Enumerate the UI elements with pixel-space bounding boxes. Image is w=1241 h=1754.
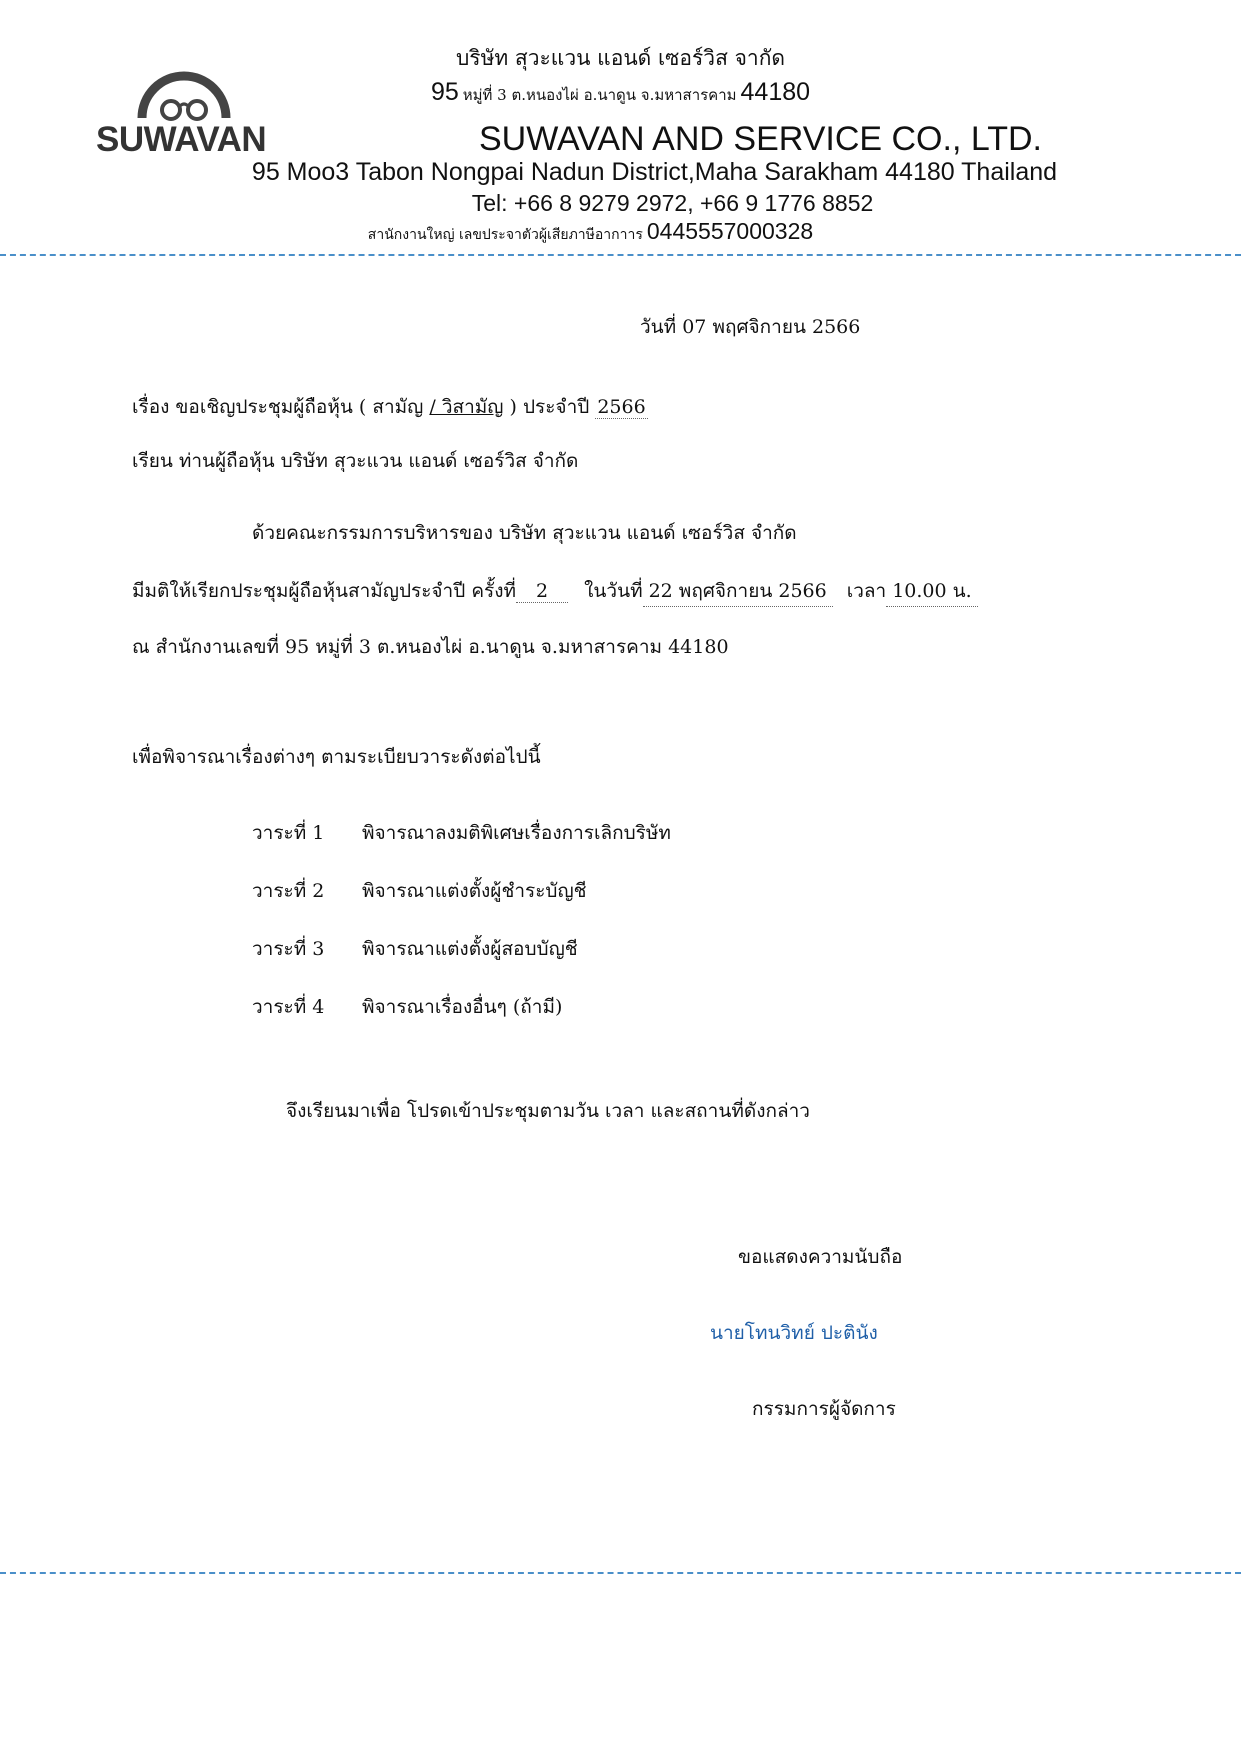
resolution-text-1: มีมติให้เรียกประชุมผู้ถือหุ้นสามัญประจำปี ครั้งที่ (132, 580, 517, 602)
resolution-text-2: ในวันที่ (584, 580, 643, 602)
meeting-date: 22 พฤศจิกายน 2566 (643, 576, 833, 607)
resolution-text-3: เวลา (846, 580, 887, 602)
resolution-line (132, 576, 978, 607)
agenda-item-1-label: วาระที่ 1 (252, 822, 325, 844)
agenda-item-3-label: วาระที่ 3 (252, 938, 325, 960)
agenda-item-2-label: วาระที่ 2 (252, 880, 325, 902)
company-name-thai: บริษัท สุวะแวน แอนด์ เซอร์วิส จากัด (455, 46, 786, 70)
address-thai-text: หมู่ที่ 3 ต.หนองไผ่ อ.นาดูน จ.มหาสารคาม (462, 86, 737, 104)
meeting-number: 2 (516, 580, 568, 603)
intro-line: ด้วยคณะกรรมการบริหารของ บริษัท สุวะแวน แอนด์ เซอร์วิส จำกัด (252, 522, 797, 544)
agenda-intro: เพื่อพิจารณาเรื่องต่างๆ ตามระเบียบวาระดังต่อไปนี้ (132, 746, 541, 768)
telephone: Tel: +66 8 9279 2972, +66 9 1776 8852 (471, 190, 874, 216)
closing-salutation: ขอแสดงความนับถือ (738, 1246, 903, 1268)
tax-id-label: สานักงานใหญ่ เลขประจาตัวผู้เสียภาษีอากาาร (367, 227, 643, 243)
venue-line: ณ สำนักงานเลขที่ 95 หมู่ที่ 3 ต.หนองไผ่ อ.นาดูน จ.มหาสารคาม 44180 (132, 636, 729, 658)
signer-title: กรรมการผู้จัดการ (752, 1398, 896, 1420)
address-thai-postcode: 44180 (740, 78, 811, 106)
agenda-item-2-text: พิจารณาแต่งตั้งผู้ชำระบัญชี (362, 880, 587, 902)
letter-date: วันที่ 07 พฤศจิกายน 2566 (640, 316, 861, 338)
subject-line (132, 392, 648, 422)
agenda-item-4-label: วาระที่ 4 (252, 996, 325, 1018)
tax-id: 0445557000328 (646, 218, 814, 244)
tax-id-line (0, 218, 1211, 246)
subject-prefix: เรื่อง ขอเชิญประชุมผู้ถือหุ้น ( สามัญ (132, 396, 430, 418)
header-divider (0, 254, 1241, 256)
agenda-item-3-text: พิจารณาแต่งตั้งผู้สอบบัญชี (362, 938, 578, 960)
company-name-english: SUWAVAN AND SERVICE CO., LTD. (479, 120, 1042, 158)
subject-year: 2566 (597, 396, 646, 418)
recipient-line: เรียน ท่านผู้ถือหุ้น บริษัท สุวะแวน แอนด์ เซอร์วิส จำกัด (132, 450, 579, 472)
signer-name: นายโทนวิทย์ ปะตินัง (710, 1322, 878, 1344)
agenda-item-1-text: พิจารณาลงมติพิเศษเรื่องการเลิกบริษัท (362, 822, 671, 844)
subject-middle: ) ประจำปี (503, 396, 596, 418)
address-thai-number: 95 (430, 78, 459, 106)
address-english: 95 Moo3 Tabon Nongpai Nadun District,Maha Sarakham 44180 Thailand (251, 158, 1058, 186)
meeting-time: 10.00 น. (886, 576, 977, 607)
agenda-item-4-text: พิจารณาเรื่องอื่นๆ (ถ้ามี) (362, 996, 563, 1018)
logo-wordmark: SUWAVAN (96, 120, 267, 159)
subject-underlined: / วิสามัญ (429, 396, 504, 418)
footer-divider (0, 1572, 1241, 1574)
closing-request: จึงเรียนมาเพื่อ โปรดเข้าประชุมตามวัน เวลา และสถานที่ดังกล่าว (286, 1100, 810, 1122)
address-thai (0, 78, 1241, 107)
